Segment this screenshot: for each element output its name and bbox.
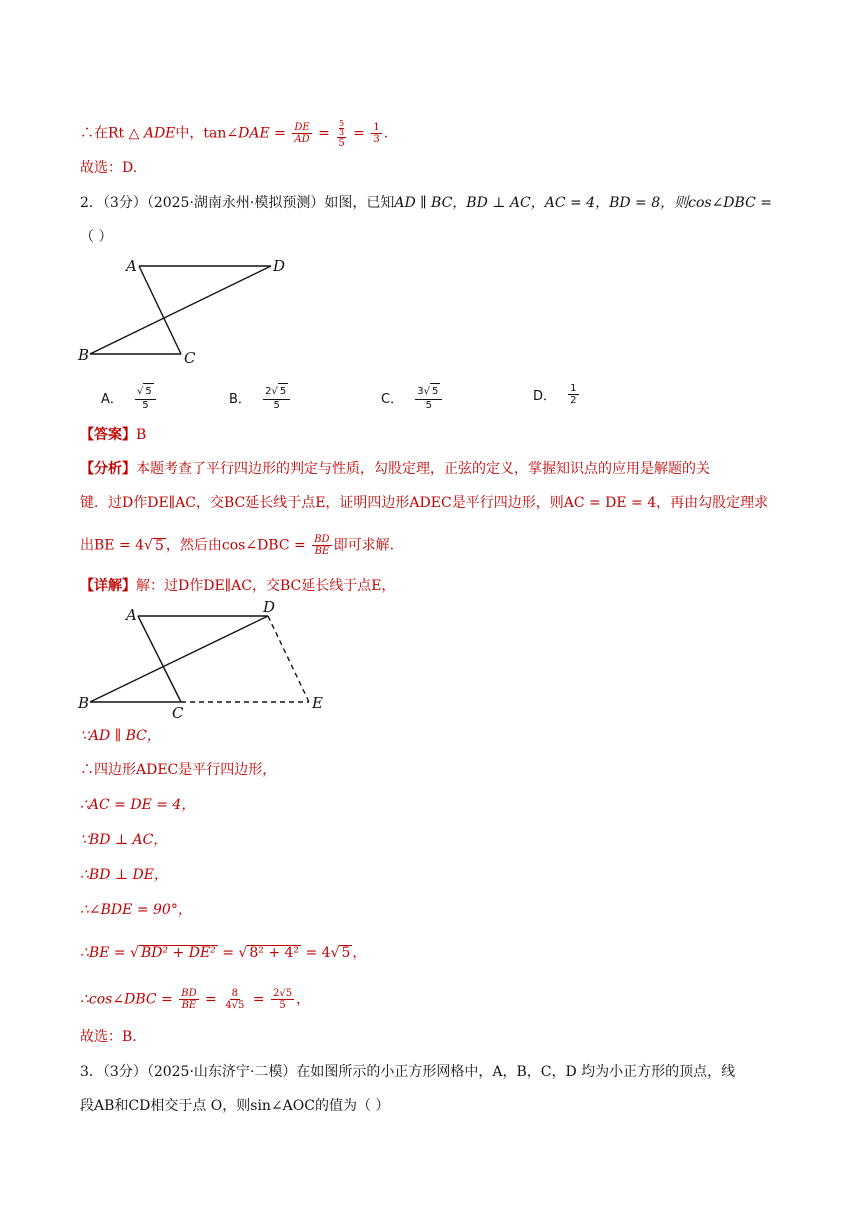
label-C: C xyxy=(172,704,184,722)
fraction: $\frac{2√5}{5}$ xyxy=(273,988,293,1011)
q2-stem-line1 xyxy=(80,193,772,213)
q2-figure xyxy=(76,256,296,368)
fraction: $\frac{\frac{5}{3}}{5}$ xyxy=(338,119,345,149)
q2-option-c[interactable]: C． $\frac{3√ 5}{5}$ xyxy=(381,383,444,411)
step-4: ∵BD ⊥ AC， xyxy=(80,832,168,848)
label-C: C xyxy=(184,349,196,367)
label-E: E xyxy=(312,694,323,712)
fraction: $\frac{√ 5}{5}$ xyxy=(135,383,156,411)
step-7: ∴BE = √ BD² + DE² = √ 8² + 4² = 4√ 5 ， xyxy=(80,945,367,961)
fraction: $\frac{8}{4√5}$ xyxy=(225,988,245,1011)
q2-option-d[interactable]: D． $\frac{1}{2}$ xyxy=(533,383,577,406)
q2-option-a[interactable]: A． $\frac{√ 5}{5}$ xyxy=(101,383,158,411)
q3-stem-line1: 3．（3分）（2025·山东济宁·二模）在如图所示的小正方形网格中，A，B，C，D 均为小正方形的顶点，线 xyxy=(80,1064,736,1080)
q2-analysis-1: 【分析】本题考查了平行四边形的判定与性质，勾股定理，正弦的定义，掌握知识点的应用是解题的关 xyxy=(80,461,710,477)
q2-analysis-2: 键．过D作DE∥AC，交BC延长线于点E，证明四边形ADEC是平行四边形，则AC = DE = 4，再由勾股定理求 xyxy=(80,495,769,511)
q3-stem-line2: 段AB和CD相交于点 O，则sin∠AOC的值为（ ） xyxy=(80,1098,390,1114)
q2-number: 2．（3分）（2025·湖南永州·模拟预测）如图，已知 xyxy=(80,195,395,211)
step-5: ∴BD ⊥ DE， xyxy=(80,867,168,883)
prev-answer: 故选：D. xyxy=(80,160,138,176)
step-1: ∵AD ∥ BC， xyxy=(80,728,161,744)
text: 中，tan∠ xyxy=(175,125,239,142)
label-D: D xyxy=(263,598,276,616)
text: = xyxy=(269,125,291,142)
q2-final-answer: 故选：B. xyxy=(80,1029,137,1045)
fraction: $\frac{DE}{AD}$ xyxy=(294,122,310,145)
text: ∴在Rt △ xyxy=(80,125,144,142)
segment-BD xyxy=(90,266,271,354)
label-A: A xyxy=(126,257,137,275)
q2-paren: （ ） xyxy=(80,229,113,245)
fraction: $\frac{3√ 5}{5}$ xyxy=(415,383,442,411)
segment-DE-dashed xyxy=(268,616,309,702)
math: DAE xyxy=(238,125,270,142)
label-D: D xyxy=(273,257,286,275)
q2-condition: AD ∥ BC，BD ⊥ AC，AC = 4，BD = 8，则cos∠DBC = xyxy=(394,195,772,211)
fraction: $\frac{1}{3}$ xyxy=(373,122,380,145)
fraction: $\frac{BD}{BE}$ xyxy=(314,534,330,557)
q2-detail-intro: 【详解】解：过D作DE∥AC，交BC延长线于点E， xyxy=(80,578,396,594)
q2-analysis-3: 出BE = 4√ 5 ，然后由cos∠DBC = $\frac{BD}{BE}$ 即可求解. xyxy=(80,534,395,557)
segment-BD xyxy=(90,616,268,702)
q2-answer: 【答案】B xyxy=(80,427,147,443)
segment-AC xyxy=(138,616,181,702)
fraction: $\frac{BD}{BE}$ xyxy=(181,988,197,1011)
step-3: ∴AC = DE = 4， xyxy=(80,797,196,813)
q2-option-b[interactable]: B． $\frac{2√ 5}{5}$ xyxy=(229,383,292,411)
step-8: ∴cos∠DBC = $\frac{BD}{BE}$ = $\frac{8}{4√5}$ = $\frac{2√5}{5}$ ， xyxy=(80,988,311,1011)
label-B: B xyxy=(78,694,90,712)
step-6: ∴∠BDE = 90°， xyxy=(80,902,192,918)
fraction: $\frac{1}{2}$ xyxy=(570,383,577,406)
segment-AC xyxy=(139,266,181,354)
math: ADE xyxy=(143,125,176,142)
figure-lines xyxy=(90,266,271,354)
label-A: A xyxy=(126,606,137,624)
label-B: B xyxy=(78,346,90,364)
fraction: $\frac{2√ 5}{5}$ xyxy=(263,383,290,411)
step-2: ∴四边形ADEC是平行四边形， xyxy=(80,762,277,778)
prev-conclusion-line: ∴在Rt △ ADE中，tan∠DAE = $\frac{DE}{AD}$ = $\frac{\frac{5}{3}}{5}$ = $\frac{1}{3}$ . xyxy=(80,119,389,149)
q2-solution-figure xyxy=(76,598,336,722)
